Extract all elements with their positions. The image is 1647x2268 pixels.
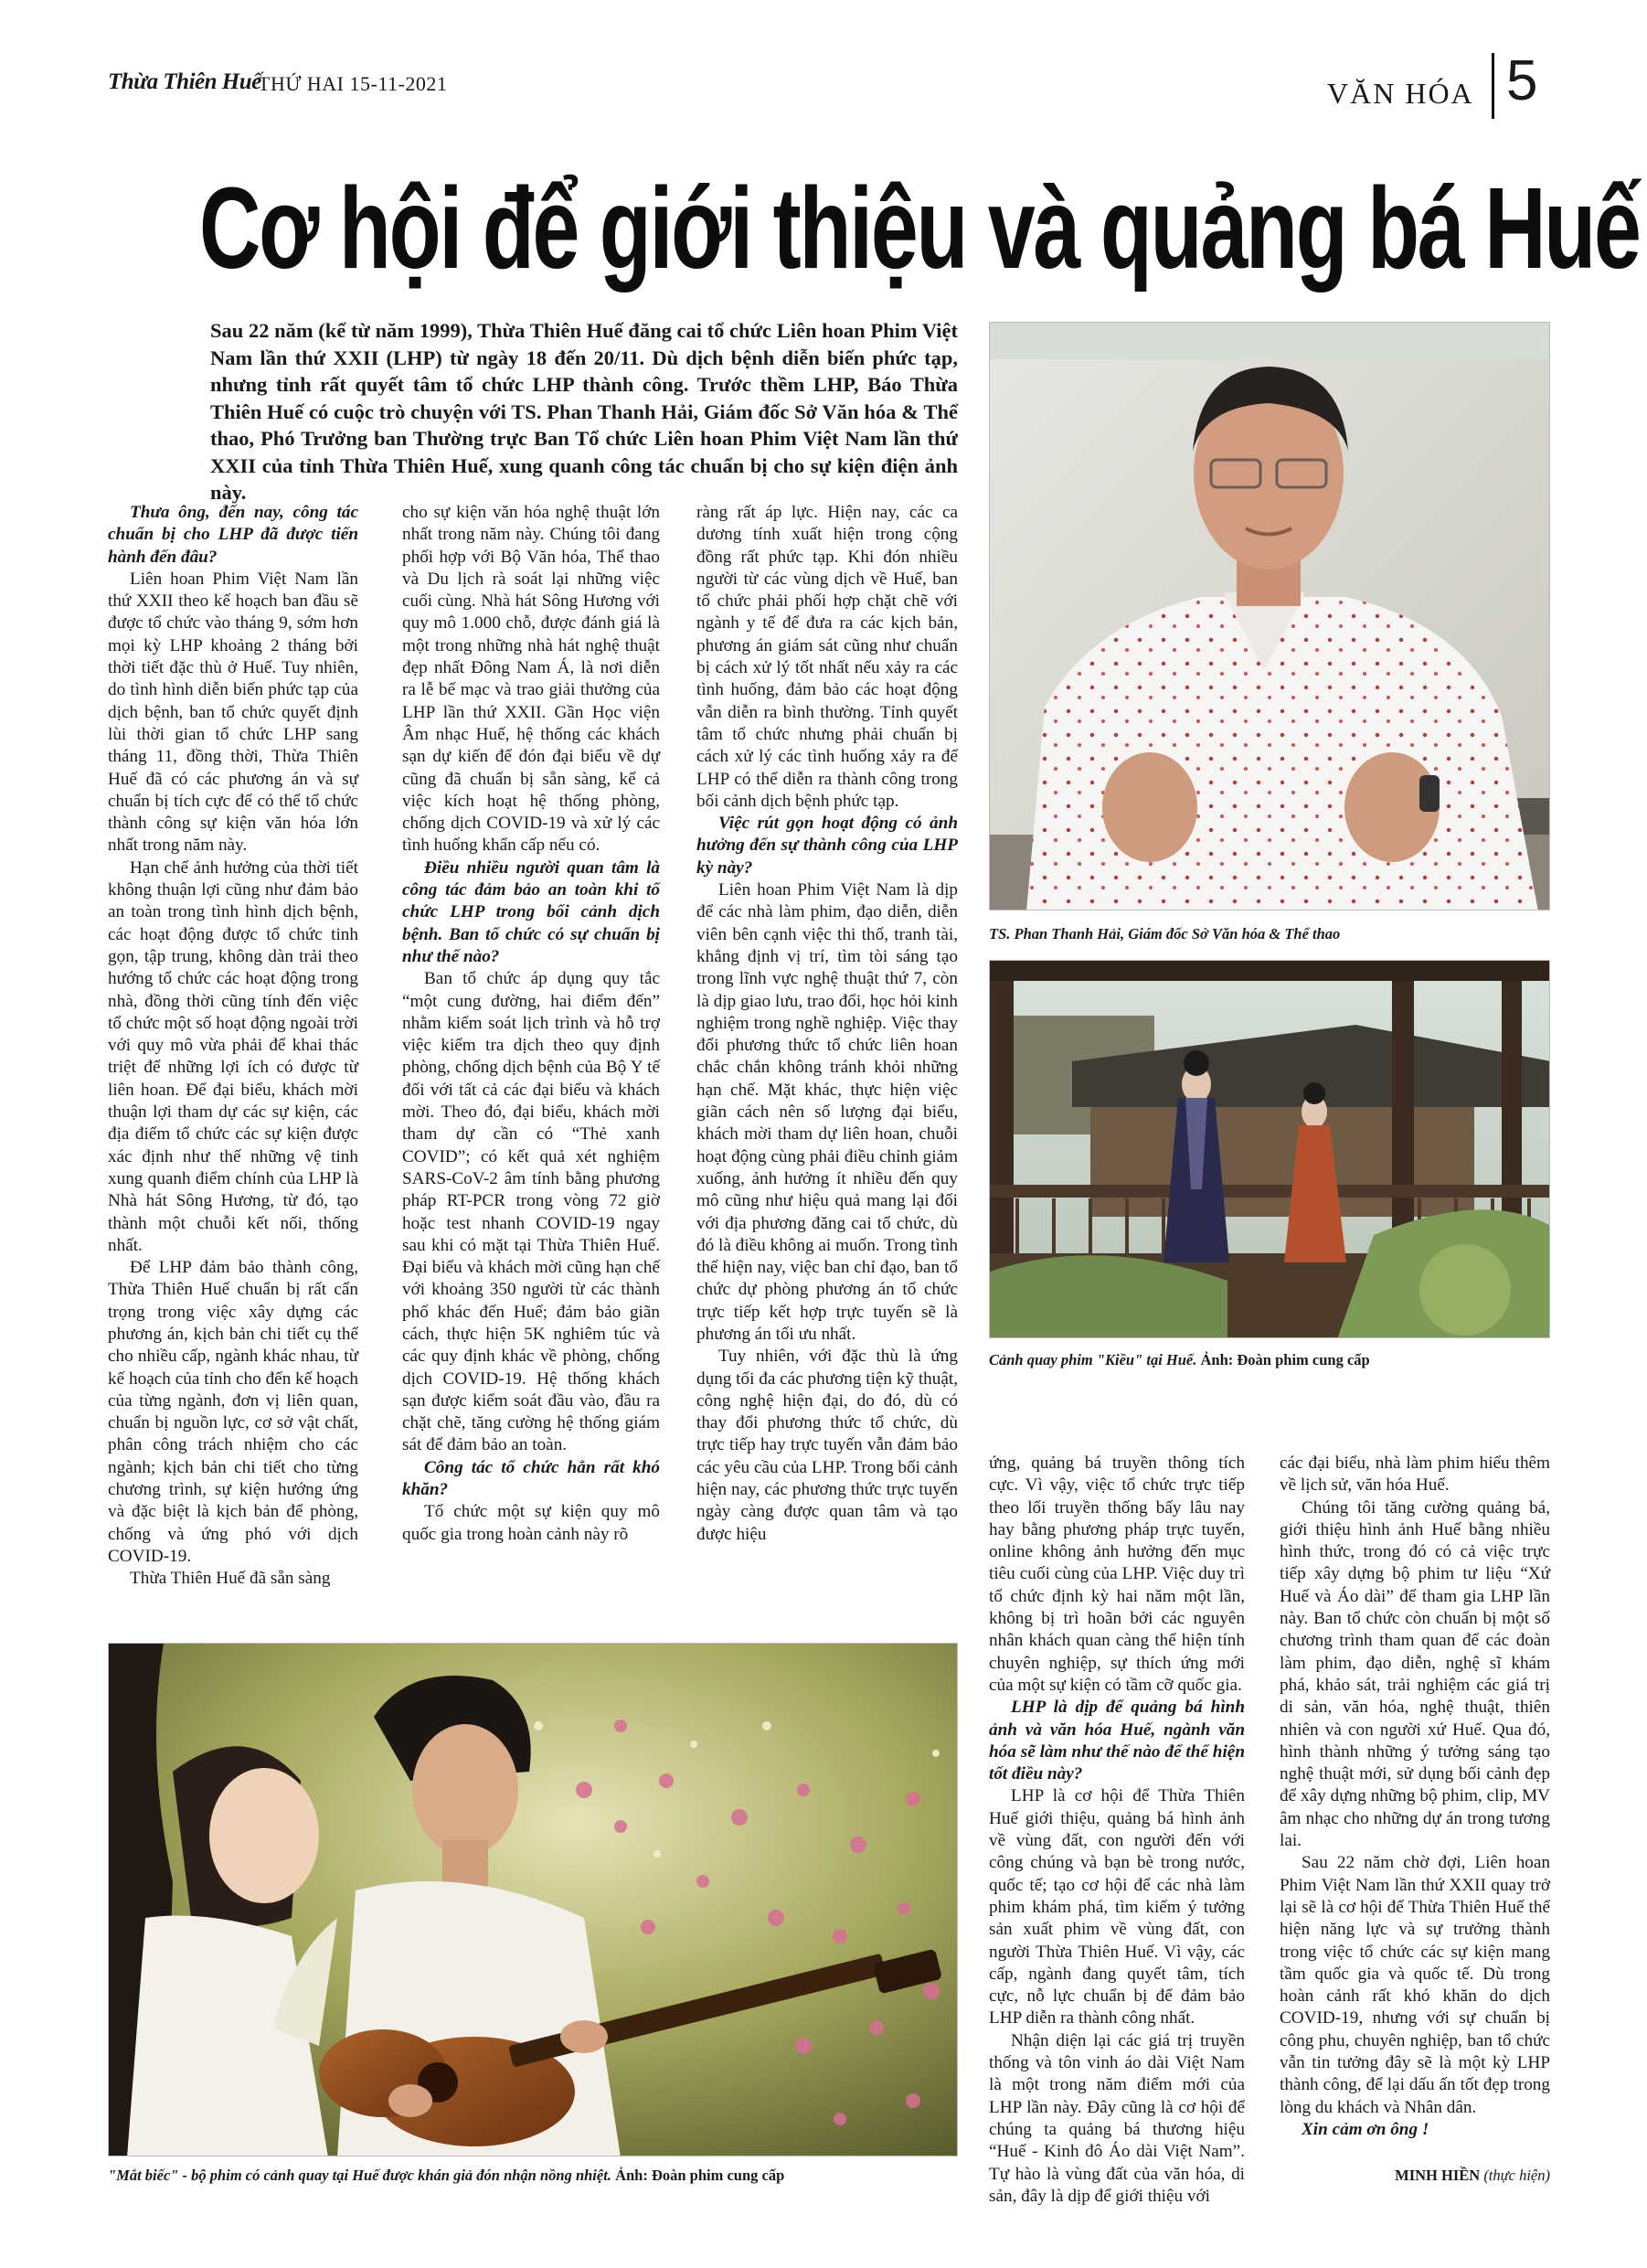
answer-paragraph: Liên hoan Phim Việt Nam là dịp để các nhà làm phim, đạo diễn, diễn viên bên cạnh việc thi thố, tranh tài, khẳng định vị trí, tìm tòi sáng tạo trong lĩnh vực nghệ thuật thứ 7, còn là dịp giao lưu, trao đổi, học hỏi kinh nghiệm trong nghề nghiệp. Việc thay đổi phương thức tổ chức liên hoan chắc chắn không tránh khỏi những hạn chế. Mặt khác, thực hiện việc giãn cách nên số lượng đại biểu, khách mời tham dự liên hoan, chuỗi hoạt động cùng phải điều chỉnh giảm xuống, ảnh hưởng ít nhiều đến quy mô cũng như hiệu quả mang lại đối với địa phương đăng cai tổ chức, dù đó là điều không ai muốn. Trong tình thế hiện nay, việc ban chỉ đạo, ban tổ chức dự phòng phương án tổ chức trực tiếp kết hợp trực tuyến sẽ là phương án tối ưu nhất. <box>696 880 958 1344</box>
masthead-name: Thừa Thiên Huế <box>108 69 261 94</box>
answer-paragraph: Ban tổ chức áp dụng quy tắc “một cung đường, hai điểm đến” nhằm kiểm soát lịch trình và hỗ trợ việc kiểm tra dịch theo quy định phòng, chống dịch bệnh của Bộ Y tế đối với tất cả các đại biểu và khách mời. Theo đó, đại biểu, khách mời tham dự cần có “Thẻ xanh COVID”; có kết quả xét nghiệm SARS-CoV-2 âm tính bằng phương pháp RT-PCR trong vòng 72 giờ hoặc test nhanh COVID-19 ngay sau khi có mặt tại Thừa Thiên Huế. Đại biểu và khách mời cũng hạn chế với khoảng 350 người từ các thành phố khác đến Huế; đảm bảo giãn cách, thực hiện 5K nghiêm túc và các quy định khác về phòng, chống dịch COVID-19. Hệ thống khách sạn được kiểm soát đầu vào, đầu ra chặt chẽ, tăng cường hệ thống giám sát để đảm bảo an toàn. <box>402 969 660 1455</box>
portrait-photo <box>989 322 1550 910</box>
portrait-photo-image <box>990 323 1550 910</box>
film-scene-caption-text: Cảnh quay phim "Kiều" tại Huế. <box>989 1351 1201 1368</box>
page-number: 5 <box>1506 49 1538 112</box>
interview-question: Việc rút gọn hoạt động có ảnh hưởng đến sự thành công của LHP kỳ này? <box>696 814 958 878</box>
lead-paragraph: Sau 22 năm (kể từ năm 1999), Thừa Thiên Huế đăng cai tổ chức Liên hoan Phim Việt Nam lần thứ XXII (LHP) từ ngày 18 đến 20/11. Dù dịch bệnh diễn biến phức tạp, nhưng tỉnh rất quyết tâm tổ chức LHP thành công. Trước thềm LHP, Báo Thừa Thiên Huế có cuộc trò chuyện với TS. Phan Thanh Hải, Giám đốc Sở Văn hóa & Thể thao, Phó Trưởng ban Thường trực Ban Tổ chức Liên hoan Phim Việt Nam lần thứ XXII của tỉnh Thừa Thiên Huế, xung quanh công tác chuẩn bị cho sự kiện điện ảnh này. <box>210 319 958 504</box>
column-1 <box>108 502 358 1591</box>
continued-paragraph: ứng, quảng bá truyền thông tích cực. Vì vậy, việc tổ chức trực tiếp theo lối truyền thống bấy lâu nay hay bằng phương pháp trực tuyến, online không ảnh hưởng đến mục tiêu cuối cùng của LHP. Việc duy trì tổ chức định kỳ hai năm một lần, không bị trì hoãn bởi các nguyên nhân khách quan càng thể hiện tính chuyên nghiệp, sự thích ứng mới của một sự kiện có tầm cỡ quốc gia. <box>989 1453 1245 1695</box>
author-credit <box>1316 2167 1550 2185</box>
headline: Cơ hội để giới thiệu và quảng bá Huế <box>199 164 1640 293</box>
mat-biec-caption <box>108 2167 985 2185</box>
column-5 <box>1280 1453 1550 2141</box>
issue-date: THỨ HAI 15-11-2021 <box>258 72 448 95</box>
answer-paragraph: Hạn chế ảnh hưởng của thời tiết không thuận lợi cũng như đảm bảo an toàn trong tình hình dịch bệnh, các hoạt động được tổ chức tinh gọn, tập trung, không dàn trải theo hướng tổ chức các hoạt động trong nhà, đồng thời cũng tính đến việc tổ chức một số hoạt động ngoài trời với quy mô vừa phải để khai thác triệt để những lợi ích có được từ liên hoan. Để đại biểu, khách mời thuận lợi tham dự các sự kiện, các địa điểm tổ chức các sự kiện được xác định như thế những vệ tinh xung quanh điểm chính của LHP là Nhà hát Sông Hương, từ đó, tạo thành một chuỗi kết nối, thống nhất. <box>108 857 358 1255</box>
closing-line: Xin cảm ơn ông ! <box>1302 2119 1429 2139</box>
answer-paragraph: Liên hoan Phim Việt Nam lần thứ XXII theo kế hoạch ban đầu sẽ được tổ chức vào tháng 9, sớm hơn mọi kỳ LHP khoảng 2 tháng bởi thời tiết đặc thù ở Huế. Tuy nhiên, do tình hình diễn biến phức tạp của dịch bệnh, ban tổ chức quyết định lùi thời gian tổ chức LHP sang tháng 11, đồng thời, Thừa Thiên Huế đã có các phương án và sự chuẩn bị tích cực để có thể tổ chức thành công sự kiện văn hóa lớn nhất trong năm này. <box>108 569 358 856</box>
answer-paragraph: Sau 22 năm chờ đợi, Liên hoan Phim Việt Nam lần thứ XXII quay trở lại sẽ là cơ hội để Thừa Thiên Huế thể hiện năng lực và sự trưởng thành trong việc tổ chức các sự kiện mang tầm quốc gia và quốc tế. Dù trong hoàn cảnh rất khó khăn do dịch COVID-19, nhưng với sự chuẩn bị công phu, chuyên nghiệp, ban tổ chức vẫn tin tưởng đây sẽ là một kỳ LHP thành công, để lại dấu ấn tốt đẹp trong lòng du khách và Nhân dân. <box>1280 1853 1550 2117</box>
author-role: (thực hiện) <box>1483 2167 1550 2184</box>
portrait-caption: TS. Phan Thanh Hải, Giám đốc Sở Văn hóa & Thể thao <box>989 925 1341 942</box>
answer-paragraph: Để LHP đảm bảo thành công, Thừa Thiên Huế chuẩn bị rất cẩn trọng trong việc xây dựng các phương án, kịch bản chi tiết cụ thể cho nhiều cấp, ngành khác nhau, từ kế hoạch của tỉnh cho đến kế hoạch của từng ngành, đơn vị liên quan, chuẩn bị nguồn lực, cơ sở vật chất, phân công trách nhiệm cho các ngành; kịch bản chi tiết cho từng chương trình, sự kiện hướng ứng và đặc biệt là kịch bản để phòng, chống và ứng phó với dịch COVID-19. <box>108 1258 358 1566</box>
answer-paragraph: Nhận diện lại các giá trị truyền thống và tôn vinh áo dài Việt Nam là một trong năm điểm mới của LHP lần này. Đây cũng là cơ hội để chúng ta quảng bá thương hiệu “Huế - Kinh đô Áo dài Việt Nam”. Tự hào là vùng đất của văn hóa, di sản, đây là dịp để giới thiệu với <box>989 2030 1245 2206</box>
film-scene-caption <box>989 1351 1550 1369</box>
section-name: VĂN HÓA <box>1327 77 1474 110</box>
answer-paragraph: Tổ chức một sự kiện quy mô quốc gia trong hoàn cảnh này rõ <box>402 1502 660 1544</box>
interview-question: Điều nhiều người quan tâm là công tác đảm bảo an toàn khi tổ chức LHP trong bối cảnh dịch bệnh. Ban tổ chức có sự chuẩn bị như thế nào? <box>402 857 660 966</box>
interview-question: Thưa ông, đến nay, công tác chuẩn bị cho LHP đã được tiến hành đến đâu? <box>108 503 358 567</box>
mat-biec-photo <box>108 1643 958 2156</box>
interview-question: LHP là dịp để quảng bá hình ảnh và văn hóa Huế, ngành văn hóa sẽ làm như thế nào để thể hiện tốt điều này? <box>989 1698 1245 1784</box>
column-2 <box>402 502 660 1546</box>
answer-paragraph: Chúng tôi tăng cường quảng bá, giới thiệu hình ảnh Huế bằng nhiều hình thức, trong đó có cả việc trực tiếp xây dựng bộ phim tư liệu “Xứ Huế và Áo dài” để tham gia LHP lần này. Ban tổ chức còn chuẩn bị một số chương trình tham quan để các đoàn làm phim, đạo diễn, nghệ sĩ khám phá, khảo sát, trải nghiệm các giá trị di sản, văn hóa, nghệ thuật, thiên nhiên và con người xứ Huế. Qua đó, hình thành những ý tưởng sáng tạo nghệ thuật mới, sử dụng bối cảnh đẹp để xây dựng những bộ phim, clip, MV âm nhạc cho những dự án trong tương lai. <box>1280 1497 1550 1851</box>
answer-paragraph: Tuy nhiên, với đặc thù là ứng dụng tối đa các phương tiện kỹ thuật, công nghệ hiện đại, do đó, dù có thay đổi phương thức tổ chức, dù trực tiếp hay trực tuyến vẫn đảm bảo các yêu cầu của LHP. Trong bối cảnh hiện nay, các phương thức trực tuyến ngày càng được quan tâm và tạo được hiệu <box>696 1347 958 1544</box>
mat-biec-photo-image <box>109 1644 958 2156</box>
mat-biec-photo-source: Ảnh: Đoàn phim cung cấp <box>615 2167 785 2184</box>
continued-paragraph: các đại biểu, nhà làm phim hiểu thêm về lịch sử, văn hóa Huế. <box>1280 1453 1550 1496</box>
answer-paragraph: LHP là cơ hội để Thừa Thiên Huế giới thiệu, quảng bá hình ảnh về vùng đất, con người đến với công chúng và bạn bè trong nước, quốc tế; tạo cơ hội để các nhà làm phim khám phá, tìm kiếm ý tưởng sản xuất phim về vùng đất, con người Thừa Thiên Huế. Vì vậy, các cấp, ngành đang quyết tâm, tích cực, nỗ lực chuẩn bị để đảm bảo LHP diễn ra thành công nhất. <box>989 1786 1245 2028</box>
header-divider <box>1492 53 1494 119</box>
author-name: MINH HIỀN <box>1395 2167 1481 2184</box>
interview-question: Công tác tổ chức hẳn rất khó khăn? <box>402 1457 660 1500</box>
mat-biec-caption-text: "Mắt biếc" - bộ phim có cảnh quay tại Huế được khán giả đón nhận nồng nhiệt. <box>108 2167 616 2184</box>
film-scene-photo <box>989 960 1550 1338</box>
film-scene-photo-source: Ảnh: Đoàn phim cung cấp <box>1200 1351 1370 1368</box>
column-3 <box>696 502 958 1546</box>
continued-paragraph: cho sự kiện văn hóa nghệ thuật lớn nhất trong năm này. Chúng tôi đang phối hợp với Bộ Văn hóa, Thể thao và Du lịch rà soát lại những việc cuối cùng. Nhà hát Sông Hương với quy mô 1.000 chỗ, được đánh giá là một trong những nhà hát nghệ thuật đẹp nhất Đông Nam Á, là nơi diễn ra lễ bế mạc và trao giải thưởng của LHP lần thứ XXII. Gần Học viện Âm nhạc Huế, hệ thống các khách sạn dự kiến để đón đại biểu về dự cũng đã chuẩn bị sẵn sàng, kể cả việc kích hoạt hệ thống phòng, chống dịch COVID-19 và xử lý các tình huống khẩn cấp nếu có. <box>402 503 660 856</box>
answer-paragraph: Thừa Thiên Huế đã sẵn sàng <box>130 1569 331 1589</box>
film-scene-photo-image <box>990 961 1550 1338</box>
column-4 <box>989 1453 1245 2208</box>
continued-paragraph: ràng rất áp lực. Hiện nay, các ca dương tính xuất hiện trong cộng đồng rất phức tạp. Khi đón nhiều người từ các vùng dịch về Huế, ban tổ chức phải phối hợp chặt chẽ với ngành y tế để đưa ra các kịch bản, phương án giám sát cũng như chuẩn bị cách xử lý tốt nhất nếu xảy ra các tình huống, đảm bảo các hoạt động vẫn diễn ra bình thường. Tỉnh quyết tâm tổ chức nhưng phải chuẩn bị cách xử lý các tình huống xảy ra để LHP có thể diễn ra thành công trong bối cảnh dịch bệnh phức tạp. <box>696 503 958 811</box>
